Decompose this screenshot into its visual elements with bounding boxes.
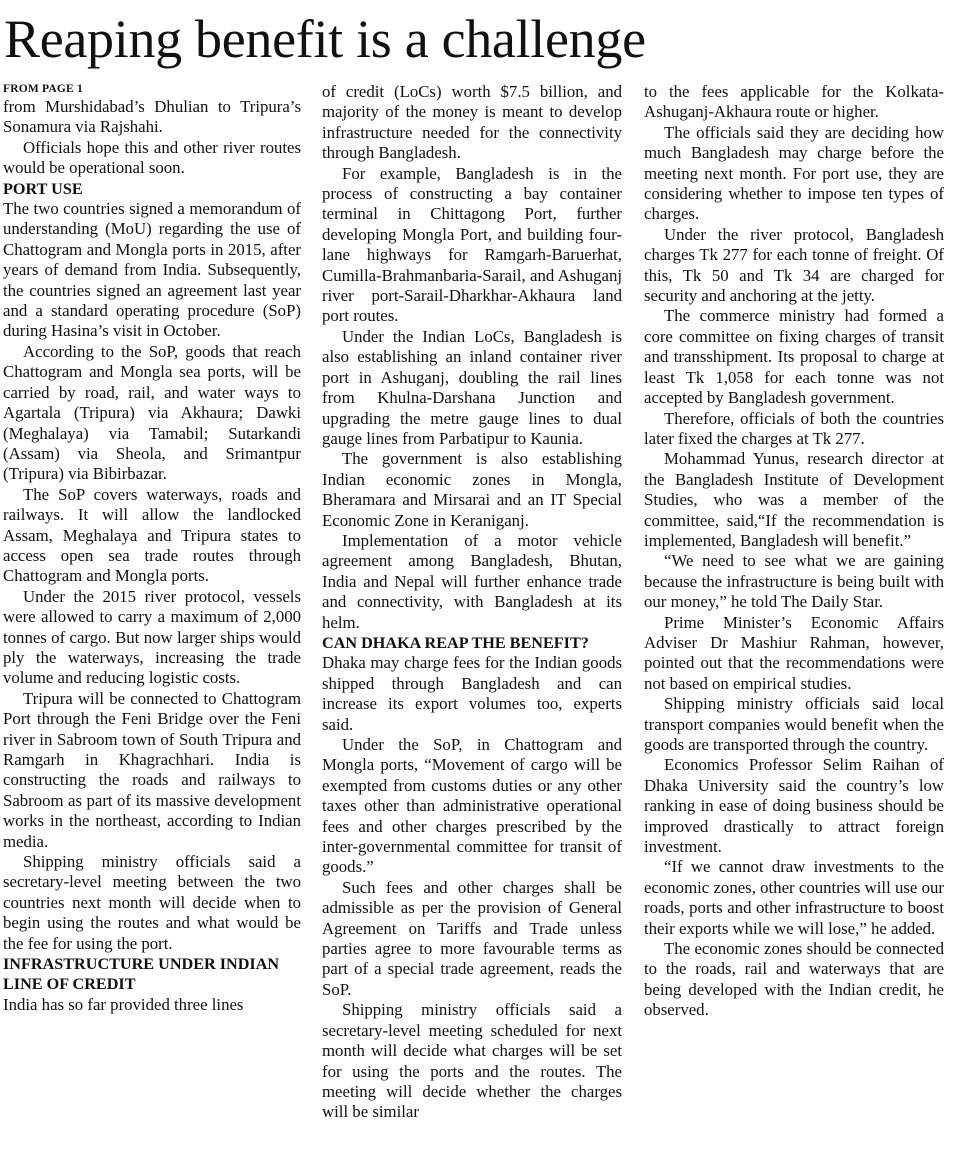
- paragraph: According to the SoP, goods that reach Chattogram and Mongla sea ports, will be carried by road, rail, and water ways to Agartala (Tripura) via Akhaura; Dawki (Meghalaya) via Tamabil; Sutarkandi (Assam) via Sheola, and Srimantpur (Tripura) via Bibirbazar.: [3, 341, 301, 484]
- paragraph: Therefore, officials of both the countries later fixed the charges at Tk 277.: [644, 408, 944, 448]
- paragraph: Under the river protocol, Bangladesh charges Tk 277 for each tonne of freight. Of this, Tk 50 and Tk 34 are charged for security and anchoring at the jetty.: [644, 224, 944, 306]
- paragraph: Dhaka may charge fees for the Indian goods shipped through Bangladesh and can increase its export volumes too, experts said.: [322, 653, 622, 734]
- subheading-can-dhaka-reap: CAN DHAKA REAP THE BENEFIT?: [322, 633, 589, 652]
- paragraph: India has so far provided three lines: [3, 994, 244, 1014]
- paragraph: The commerce ministry had formed a core committee on fixing charges of transit and transshipment. Its proposal to charge at least Tk 1,058 for each tonne was not accepted by Bangladesh government.: [644, 306, 944, 408]
- paragraph: Mohammad Yunus, research director at the Bangladesh Institute of Development Studies, who was a member of the committee, said,“If the recommendation is implemented, Bangladesh will benefit.”: [644, 449, 944, 550]
- paragraph: Under the SoP, in Chattogram and Mongla ports, “Movement of cargo will be exempted from customs duties or any other taxes other than administrative operational fees and other charges prescribed by the inter-governmental committee for transit of goods.”: [322, 735, 622, 877]
- paragraph: For example, Bangladesh is in the process of constructing a bay container terminal in Chittagong Port, further developing Mongla Port, and building four-lane highways for Ramgarh-Baruerhat, Cumilla-Brahmanbaria-Sarail, and Ashuganj river port-Sarail-Dharkhar-Akhaura land port routes.: [322, 163, 622, 326]
- paragraph: Prime Minister’s Economic Affairs Adviser Dr Mashiur Rahman, however, pointed out that the recommendations were not based on empirical studies.: [644, 612, 944, 693]
- paragraph: “If we cannot draw investments to the economic zones, other countries will use our roads, ports and other infrastructure to boost their exports while we will lose,” he added.: [644, 857, 944, 938]
- paragraph: from Murshidabad’s Dhulian to Tripura’s Sonamura via Rajshahi.: [3, 97, 301, 137]
- kicker-from-page: FROM PAGE 1: [3, 83, 83, 95]
- paragraph: Such fees and other charges shall be admissible as per the provision of General Agreement on Tariffs and Trade unless parties agree to more favourable terms as part of a special trade agreement, reads the SoP.: [322, 877, 622, 999]
- paragraph: Under the 2015 river protocol, vessels were allowed to carry a maximum of 2,000 tonnes of cargo. But now larger ships would ply the waterways, increasing the trade volume and reducing logistic costs.: [3, 586, 301, 688]
- paragraph: Officials hope this and other river routes would be operational soon.: [3, 137, 301, 178]
- paragraph: The two countries signed a memorandum of understanding (MoU) regarding the use of Chattogram and Mongla ports in 2015, after years of demand from India. Subsequently, the countries signed an agreement last year and a standard operating procedure (SoP) during Hasina’s visit in October.: [3, 199, 301, 341]
- paragraph: Economics Professor Selim Raihan of Dhaka University said the country’s low ranking in ease of doing business should be improved drastically to attract foreign investment.: [644, 755, 944, 857]
- paragraph: of credit (LoCs) worth $7.5 billion, and majority of the money is meant to develop infrastructure needed for the connectivity through Bangladesh.: [322, 82, 622, 163]
- paragraph: The government is also establishing Indian economic zones in Mongla, Bheramara and Mirsarai and an IT Special Economic Zone in Keraniganj.: [322, 449, 622, 530]
- paragraph: Shipping ministry officials said a secretary-level meeting between the two countries next month will decide when to begin using the routes and what would be the fee for using the port.: [3, 852, 301, 953]
- article-column-2: [322, 82, 622, 1168]
- article-column-3: [644, 82, 944, 1168]
- subheading-infrastructure: INFRASTRUCTURE UNDER INDIAN LINE OF CREDIT: [3, 955, 280, 994]
- paragraph: The SoP covers waterways, roads and railways. It will allow the landlocked Assam, Meghalaya and Tripura states to access open sea trade routes through Chattogram and Mongla ports.: [3, 484, 301, 586]
- paragraph: Shipping ministry officials said local transport companies would benefit when the goods are transported through the country.: [644, 694, 944, 754]
- paragraph: The officials said they are deciding how much Bangladesh may charge before the meeting next month. For port use, they are considering whether to impose ten types of charges.: [644, 122, 944, 224]
- paragraph: to the fees applicable for the Kolkata-Ashuganj-Akhaura route or higher.: [644, 82, 944, 122]
- subheading-port-use: PORT USE: [3, 179, 83, 198]
- paragraph: Implementation of a motor vehicle agreement among Bangladesh, Bhutan, India and Nepal will further enhance trade and connectivity, with Bangladesh at its helm.: [322, 530, 622, 632]
- paragraph: The economic zones should be connected to the roads, rail and waterways that are being developed with the Indian credit, he observed.: [644, 939, 944, 1020]
- paragraph: “We need to see what we are gaining because the infrastructure is being built with our money,” he told The Daily Star.: [644, 551, 944, 612]
- headline: Reaping benefit is a challenge: [4, 9, 646, 69]
- article-column-1: [3, 82, 301, 1168]
- paragraph: Shipping ministry officials said a secretary-level meeting scheduled for next month will decide what charges will be set for using the ports and the routes. The meeting will decide whether the charges will be similar: [322, 1000, 622, 1122]
- paragraph: Tripura will be connected to Chattogram Port through the Feni Bridge over the Feni river in Sabroom town of South Tripura and Ramgarh in Khagrachhari. India is constructing the roads and railways to Sabroom as part of its massive development works in the northeast, according to Indian media.: [3, 688, 301, 851]
- paragraph: Under the Indian LoCs, Bangladesh is also establishing an inland container river port in Ashuganj, doubling the rail lines from Khulna-Darshana Junction and upgrading the metre gauge lines to dual gauge lines from Parbatipur to Kaunia.: [322, 326, 622, 448]
